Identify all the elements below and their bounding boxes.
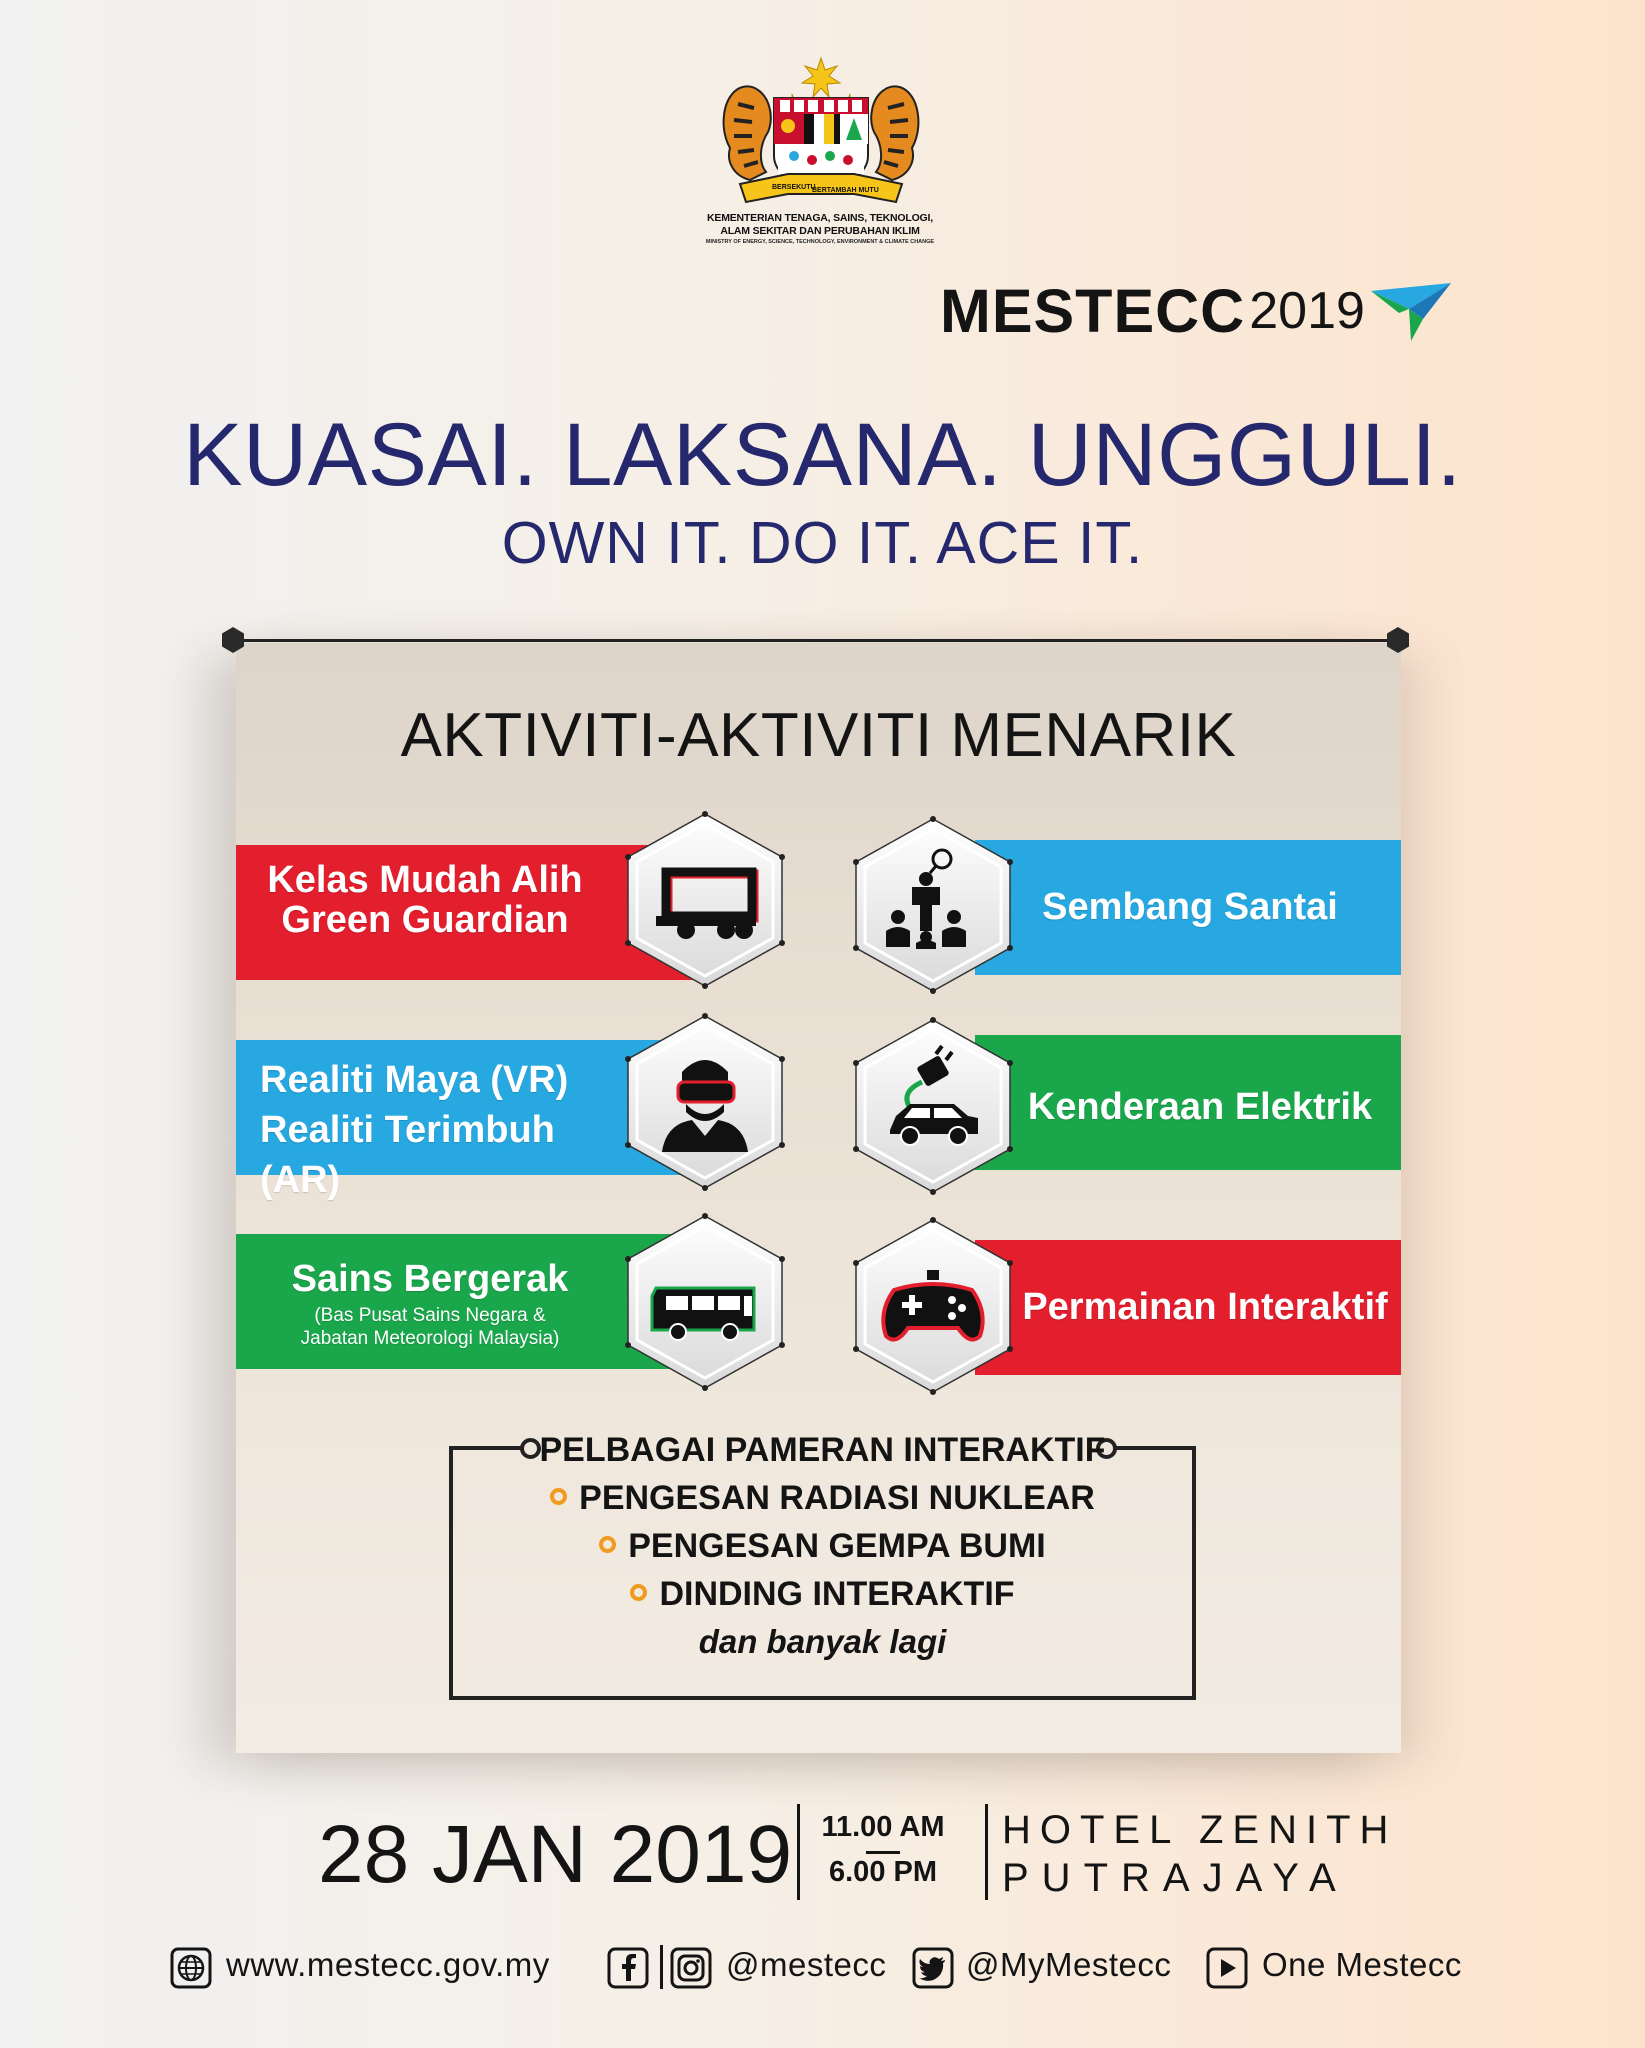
activity-label-line2: Realiti Terimbuh (AR) xyxy=(260,1109,555,1201)
bullet-icon xyxy=(630,1584,647,1601)
ministry-name-line1: KEMENTERIAN TENAGA, SAINS, TEKNOLOGI, xyxy=(707,212,933,224)
globe-icon xyxy=(170,1947,212,1989)
exhibits-header: PELBAGAI PAMERAN INTERAKTIF xyxy=(539,1431,1106,1469)
website-link[interactable]: www.mestecc.gov.my xyxy=(226,1946,550,1983)
event-time-start: 11.00 AM xyxy=(821,1811,945,1843)
slogan-malay: KUASAI. LAKSANA. UNGGULI. xyxy=(183,404,1462,504)
ministry-name xyxy=(700,212,940,247)
event-date: 28 JAN 2019 xyxy=(318,1809,793,1900)
venue-line2: PUTRAJAYA xyxy=(1002,1856,1349,1900)
instagram-handle[interactable]: @mestecc xyxy=(726,1946,887,1983)
exhibit-item-text: PENGESAN GEMPA BUMI xyxy=(628,1527,1046,1565)
instagram-icon[interactable] xyxy=(670,1947,712,1989)
activity-hex-sains-bergerak xyxy=(622,1212,788,1392)
exhibit-item xyxy=(0,1527,1645,1566)
exhibit-item xyxy=(0,1479,1645,1518)
activity-label-line1: Realiti Maya (VR) xyxy=(260,1059,569,1101)
activity-hex-vr-ar xyxy=(622,1012,788,1192)
activity-hex-electric-vehicle xyxy=(850,1016,1016,1196)
divider xyxy=(985,1804,988,1900)
paper-plane-icon xyxy=(1369,279,1453,343)
bullet-icon xyxy=(599,1536,616,1553)
facebook-icon[interactable] xyxy=(607,1947,649,1989)
crest-motto-left: BERSEKUTU xyxy=(772,184,816,191)
activity-label-line2: Green Guardian xyxy=(281,899,569,941)
panel-top-rule xyxy=(232,639,1402,642)
activity-label-vr-ar xyxy=(244,1055,640,1205)
activity-label-green-guardian xyxy=(240,860,610,940)
activity-sublabel-line1: (Bas Pusat Sains Negara & xyxy=(314,1305,546,1326)
activity-label-interactive-games: Permainan Interaktif xyxy=(1022,1286,1388,1328)
activity-label-line1: Kelas Mudah Alih xyxy=(267,859,583,901)
activity-hex-sembang-santai xyxy=(850,815,1016,995)
activity-hex-green-guardian xyxy=(622,810,788,990)
twitter-handle[interactable]: @MyMestecc xyxy=(966,1946,1172,1983)
ministry-name-english: MINISTRY OF ENERGY, SCIENCE, TECHNOLOGY, ENVIRONMENT & CLIMATE CHANGE xyxy=(705,239,935,245)
activity-label-sains-bergerak: Sains Bergerak xyxy=(291,1258,569,1300)
exhibit-item-text: PENGESAN RADIASI NUKLEAR xyxy=(579,1479,1095,1517)
coat-of-arms-logo xyxy=(712,52,930,212)
activity-hex-interactive-games xyxy=(850,1216,1016,1396)
exhibits-footer: dan banyak lagi xyxy=(698,1623,947,1660)
bullet-icon xyxy=(550,1488,567,1505)
slogan-english: OWN IT. DO IT. ACE IT. xyxy=(501,510,1144,576)
mestecc-brand xyxy=(940,278,1453,344)
activity-label-electric-vehicle: Kenderaan Elektrik xyxy=(1027,1086,1373,1128)
brand-year: 2019 xyxy=(1249,282,1365,340)
activity-sublabel-sains-bergerak xyxy=(250,1304,610,1350)
twitter-icon[interactable] xyxy=(912,1947,954,1989)
divider xyxy=(797,1804,800,1900)
event-time-end: 6.00 PM xyxy=(829,1856,937,1888)
time-dash xyxy=(866,1851,900,1854)
brand-name: MESTECC xyxy=(940,277,1246,345)
bolt-left-icon xyxy=(219,626,247,654)
youtube-channel[interactable]: One Mestecc xyxy=(1262,1946,1462,1983)
youtube-icon[interactable] xyxy=(1206,1947,1248,1989)
crest-motto-right: BERTAMBAH MUTU xyxy=(812,187,879,194)
activities-title: AKTIVITI-AKTIVITI MENARIK xyxy=(400,701,1237,770)
bolt-right-icon xyxy=(1384,626,1412,654)
divider xyxy=(660,1945,663,1989)
exhibit-item-text: DINDING INTERAKTIF xyxy=(659,1575,1015,1613)
activity-label-sembang-santai: Sembang Santai xyxy=(1042,886,1338,928)
exhibit-item xyxy=(0,1575,1645,1614)
ministry-name-line2: ALAM SEKITAR DAN PERUBAHAN IKLIM xyxy=(720,225,920,237)
venue-line1: HOTEL ZENITH xyxy=(1002,1808,1398,1852)
activity-sublabel-line2: Jabatan Meteorologi Malaysia) xyxy=(300,1328,560,1349)
